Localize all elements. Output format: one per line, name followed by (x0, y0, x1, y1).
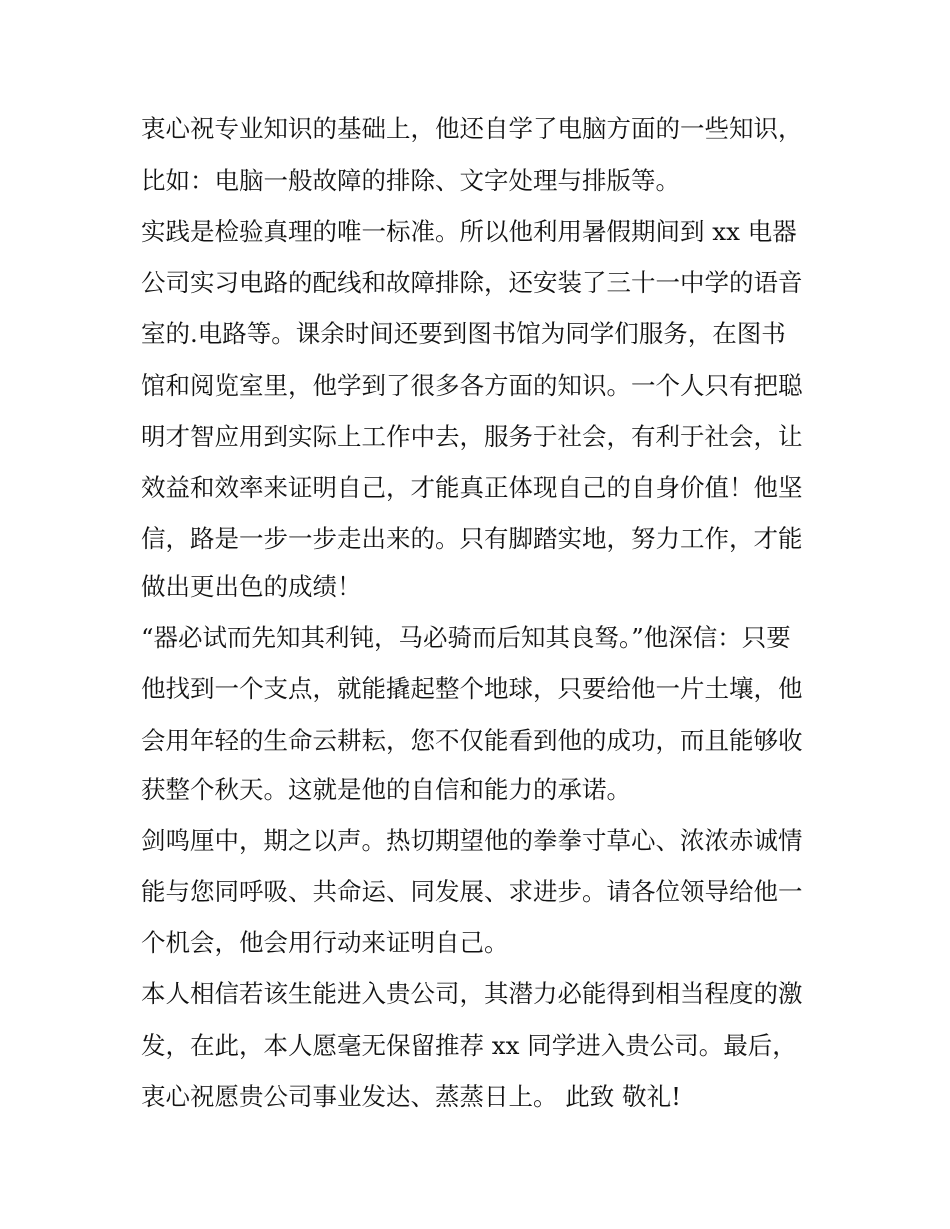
text-line: 会用年轻的生命云耕耘，您不仅能看到他的成功，而且能够收 (141, 726, 803, 755)
text-line: 做出更出色的成绩！ (141, 572, 362, 601)
text-line: 剑鸣厘中，期之以声。热切期望他的拳拳寸草心、浓浓赤诚情 (141, 826, 803, 855)
text-line: 能与您同呼吸、共命运、同发展、求进步。请各位领导给他一 (141, 877, 803, 906)
text-line: 本人相信若该生能进入贵公司，其潜力必能得到相当程度的激 (141, 979, 803, 1008)
text-line: 馆和阅览室里，他学到了很多各方面的知识。一个人只有把聪 (141, 371, 803, 400)
text-line: 室的.电路等。课余时间还要到图书馆为同学们服务，在图书 (141, 319, 786, 348)
text-line: 获整个秋天。这就是他的自信和能力的承诺。 (141, 775, 631, 804)
text-line: “器必试而先知其利钝，马必骑而后知其良驽。”他深信：只要 (141, 623, 791, 652)
text-line: 他找到一个支点，就能撬起整个地球，只要给他一片土壤，他 (141, 674, 803, 703)
text-line: 信，路是一步一步走出来的。只有脚踏实地，努力工作，才能 (141, 524, 803, 553)
text-line: 明才智应用到实际上工作中去，服务于社会，有利于社会，让 (141, 422, 803, 451)
text-line: 衷心祝愿贵公司事业发达、蒸蒸日上。 此致 敬礼! (141, 1082, 681, 1111)
text-line: 公司实习电路的配线和故障排除，还安装了三十一中学的语音 (141, 268, 803, 297)
text-line: 效益和效率来证明自己，才能真正体现自己的自身价值！他坚 (141, 473, 803, 502)
text-line: 个机会，他会用行动来证明自己。 (141, 928, 509, 957)
text-line: 发，在此，本人愿毫无保留推荐 xx 同学进入贵公司。最后， (141, 1031, 797, 1060)
text-line: 实践是检验真理的唯一标准。所以他利用暑假期间到 xx 电器 (141, 217, 797, 246)
text-line: 比如：电脑一般故障的排除、文字处理与排版等。 (141, 166, 680, 195)
text-line: 衷心祝专业知识的基础上，他还自学了电脑方面的一些知识， (141, 114, 803, 143)
